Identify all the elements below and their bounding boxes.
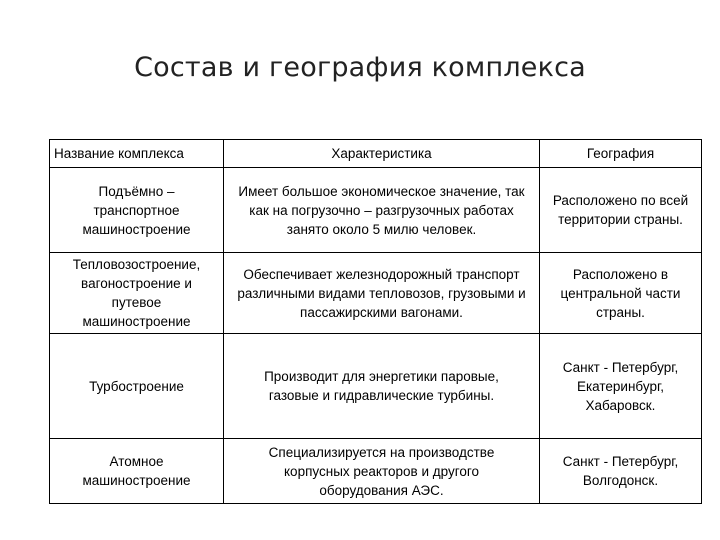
cell-geography: Санкт - Петербург, Екатеринбург, Хабаровск. bbox=[540, 334, 702, 439]
cell-complex-name: Тепловозостроение, вагоностроение и путевое машиностроение bbox=[50, 253, 224, 334]
cell-description: Имеет большое экономическое значение, так как на погрузочно – разгрузочных работах занято около 5 милю человек. bbox=[224, 168, 540, 253]
header-cell-name: Название комплекса bbox=[50, 140, 224, 168]
cell-description: Обеспечивает железнодорожный транспорт различными видами тепловозов, грузовыми и пассажирскими вагонами. bbox=[224, 253, 540, 334]
table-row bbox=[50, 168, 702, 253]
cell-complex-name: Атомное машиностроение bbox=[50, 439, 224, 504]
table-row bbox=[50, 439, 702, 504]
cell-geography: Расположено в центральной части страны. bbox=[540, 253, 702, 334]
slide-title: Состав и география комплекса bbox=[134, 52, 586, 83]
header-cell-geography: География bbox=[540, 140, 702, 168]
header-cell-description: Характеристика bbox=[224, 140, 540, 168]
cell-description: Производит для энергетики паровые, газовые и гидравлические турбины. bbox=[224, 334, 540, 439]
cell-complex-name: Подъёмно – транспортное машиностроение bbox=[50, 168, 224, 253]
cell-description: Специализируется на производстве корпусных реакторов и другого оборудования АЭС. bbox=[224, 439, 540, 504]
table-header-row bbox=[50, 140, 702, 168]
complex-table bbox=[49, 139, 702, 504]
cell-geography: Санкт - Петербург, Волгодонск. bbox=[540, 439, 702, 504]
cell-complex-name: Турбостроение bbox=[50, 334, 224, 439]
table-row bbox=[50, 253, 702, 334]
table-row bbox=[50, 334, 702, 439]
cell-geography: Расположено по всей территории страны. bbox=[540, 168, 702, 253]
